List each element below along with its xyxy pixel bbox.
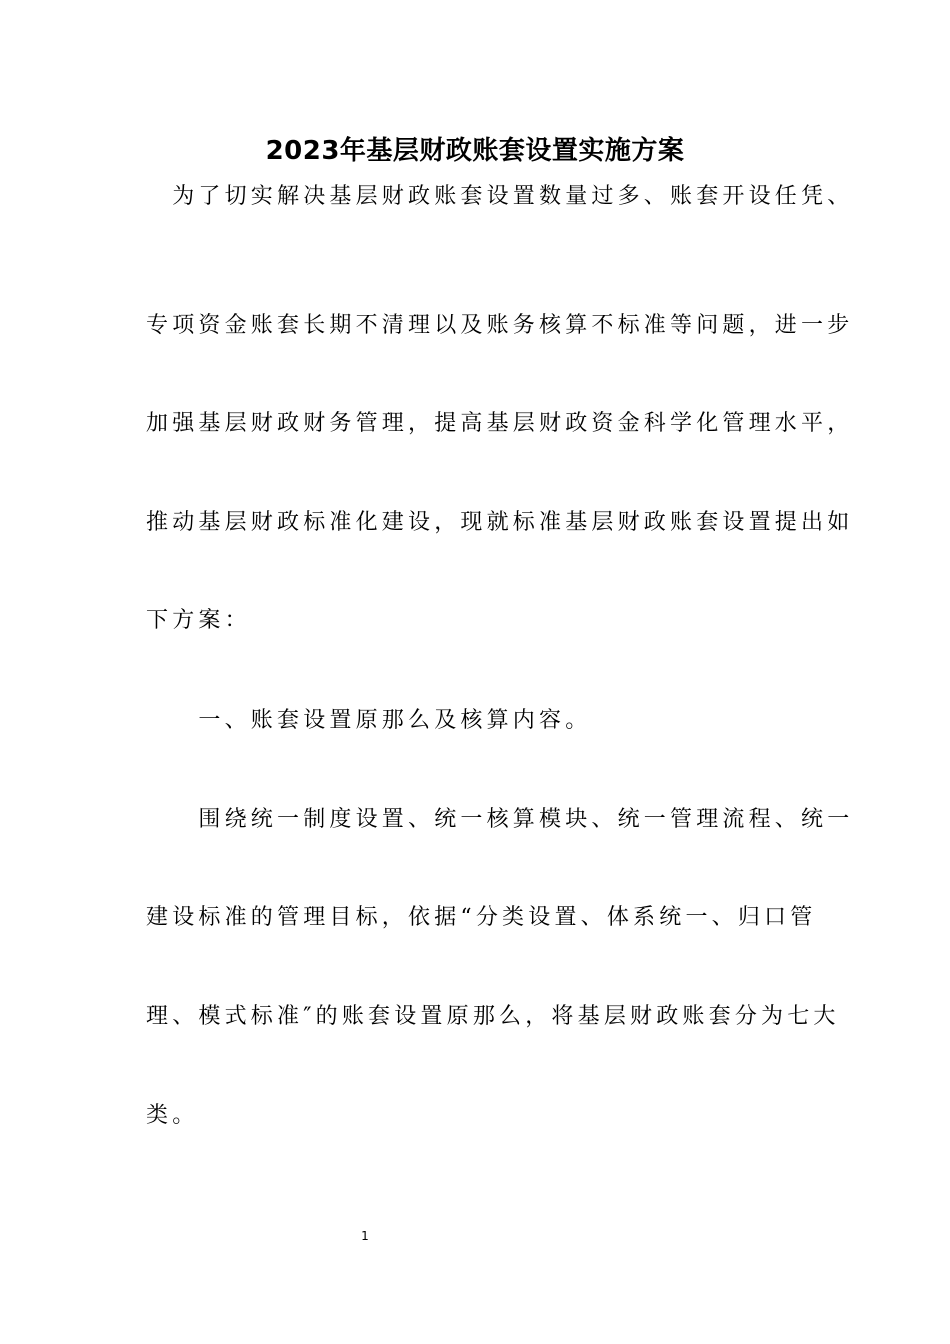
paragraph-2-line-2: 建设标准的管理目标，依据“分类设置、体系统一、归口管	[146, 905, 817, 930]
paragraph-1-line-2: 专项资金账套长期不清理以及账务核算不标准等问题，进一步	[146, 313, 854, 338]
paragraph-1-line-1: 为了切实解决基层财政账套设置数量过多、账套开设任凭、	[146, 184, 854, 209]
document-title: 2023年基层财政账套设置实施方案	[265, 136, 685, 166]
paragraph-2-line-3: 理、模式标准″的账套设置原那么，将基层财政账套分为七大	[146, 1004, 840, 1029]
paragraph-2-line-1: 围绕统一制度设置、统一核算模块、统一管理流程、统一	[146, 807, 854, 832]
paragraph-1-line-4: 推动基层财政标准化建设，现就标准基层财政账套设置提出如	[146, 510, 854, 535]
paragraph-1-line-3: 加强基层财政财务管理，提高基层财政资金科学化管理水平，	[146, 411, 854, 436]
section-heading-1: 一、账套设置原那么及核算内容。	[146, 708, 592, 733]
paragraph-2-line-4: 类。	[146, 1103, 199, 1128]
paragraph-1-line-5: 下方案：	[146, 608, 251, 633]
page-number: 1	[361, 1229, 369, 1243]
